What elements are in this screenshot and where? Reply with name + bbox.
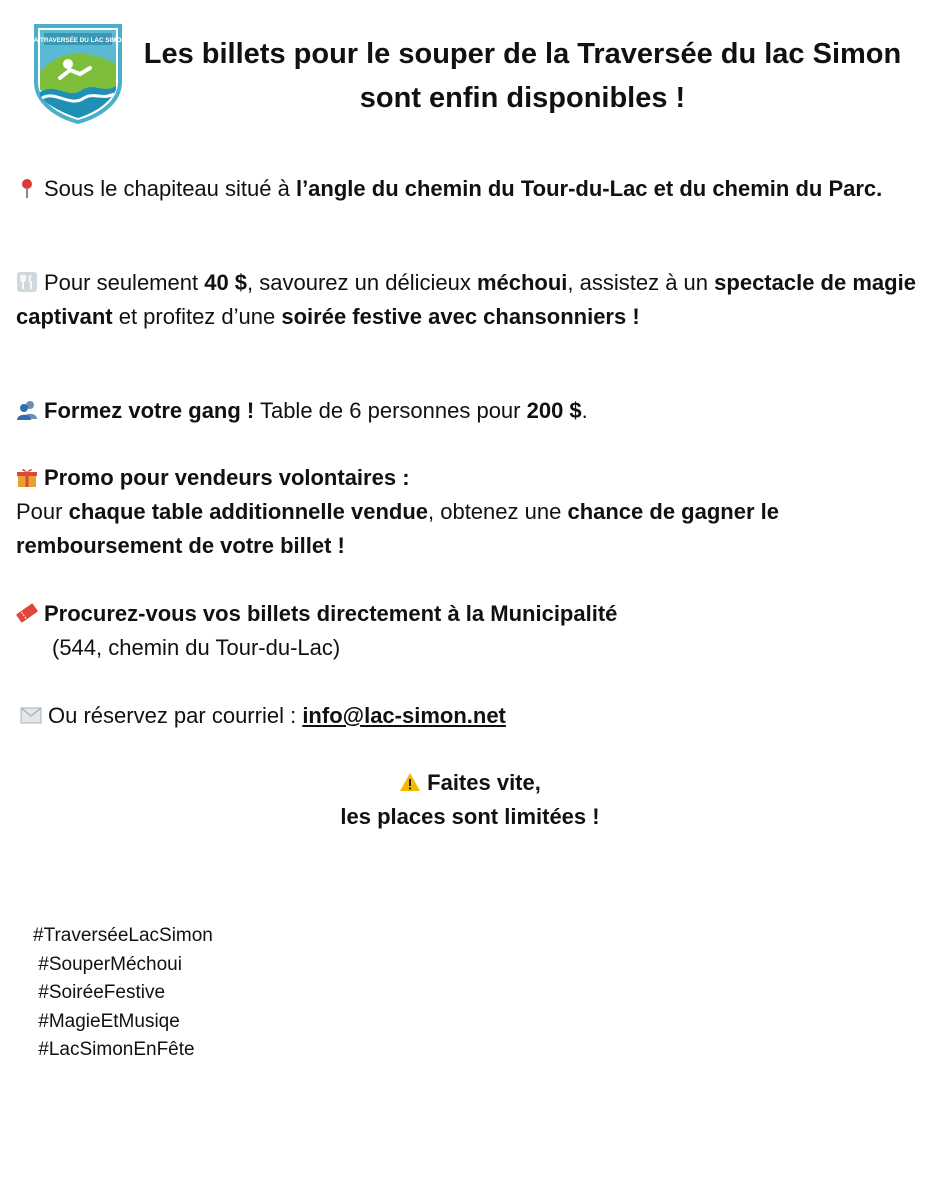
traversee-logo [30,20,126,124]
warning-icon [399,771,421,793]
pin-icon [16,177,38,199]
email-link[interactable]: info@lac-simon.net [302,703,506,728]
logo-text: LA TRAVERSÉE DU LAC SIMON [30,37,126,44]
location-paragraph: Sous le chapiteau situé à l’angle du chemin du Tour-du-Lac et du chemin du Parc. [16,172,916,206]
hashtag: #SouperMéchoui [33,953,182,975]
ticket-icon [16,602,38,624]
offer-paragraph: Pour seulement 40 $, savourez un délicieux méchoui, assistez à un spectacle de magie captivant et profitez d’une soirée festive avec chansonniers ! [16,270,916,329]
promo-paragraph: Promo pour vendeurs volontaires : Pour chaque table additionnelle vendue, obtenez une chance de gagner le remboursement de votre billet ! [16,465,779,558]
gift-icon [16,466,38,488]
hurry-line-1: Faites vite, [0,766,940,800]
hashtag: #SoiréeFestive [33,982,166,1003]
hashtag: #TraverséeLacSimon [33,925,213,946]
page-title: Les billets pour le souper de la Traversée du lac Simon sont enfin disponibles ! [143,38,902,114]
people-icon [16,399,38,421]
tickets-paragraph: Procurez-vous vos billets directement à la Municipalité (544, chemin du Tour-du-Lac) [16,597,916,665]
hashtag: #MagieEtMusiqe [33,1010,180,1032]
hurry-line-2: les places sont limitées ! [340,804,600,829]
email-paragraph: Ou réservez par courriel : info@lac-simon.net [20,699,920,733]
envelope-icon [20,704,42,726]
hashtag-list [33,922,213,1065]
hashtag: #LacSimonEnFête [33,1039,195,1060]
gang-paragraph: Formez votre gang ! Table de 6 personnes pour 200 $. [16,394,916,428]
fork-knife-icon [16,271,38,293]
